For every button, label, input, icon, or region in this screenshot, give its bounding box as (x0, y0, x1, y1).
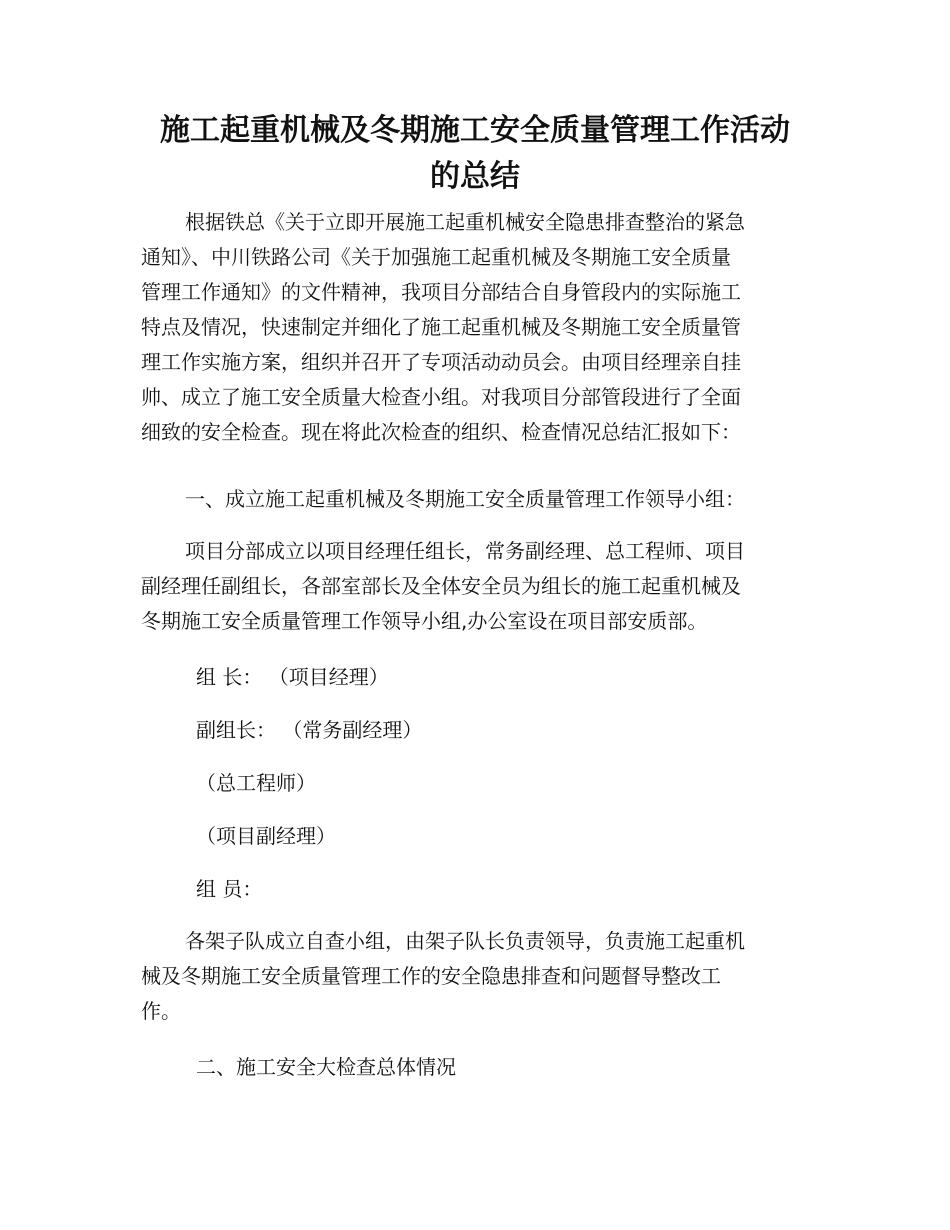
intro-line-3: 管理工作通知》的文件精神，我项目分部结合自身管段内的实际施工 (141, 280, 741, 304)
intro-line-2: 通知》、中川铁路公司《关于加强施工起重机械及冬期施工安全质量 (141, 245, 731, 269)
section-1-line-3: 冬期施工安全质量管理工作领导小组,办公室设在项目部安质部。 (141, 609, 708, 633)
teams-paragraph (141, 924, 806, 1029)
intro-line-4: 特点及情况，快速制定并细化了施工起重机械及冬期施工安全质量管 (141, 315, 741, 339)
document-title (120, 108, 830, 200)
teams-line-2: 械及冬期施工安全质量管理工作的安全隐患排查和问题督导整改工 (141, 964, 721, 988)
deputy-line-2: （总工程师） (196, 771, 316, 795)
intro-line-7: 细致的安全检查。现在将此次检查的组织、检查情况总结汇报如下： (141, 420, 741, 444)
leader-line: 组 长： （项目经理） (196, 665, 389, 689)
intro-line-6: 帅、成立了施工安全质量大检查小组。对我项目分部管段进行了全面 (141, 385, 741, 409)
teams-line-3: 作。 (141, 999, 181, 1023)
title-line-1: 施工起重机械及冬期施工安全质量管理工作活动 (160, 113, 790, 148)
deputy-line: 副组长： （常务副经理） (196, 718, 423, 742)
deputy-line-3: （项目副经理） (196, 824, 336, 848)
intro-line-1: 根据铁总《关于立即开展施工起重机械安全隐患排查整治的紧急 (185, 210, 745, 234)
intro-paragraph (141, 205, 806, 450)
section-1-heading: 一、成立施工起重机械及冬期施工安全质量管理工作领导小组： (185, 487, 745, 511)
section-1-line-1: 项目分部成立以项目经理任组长，常务副经理、总工程师、项目 (185, 539, 745, 563)
members-line: 组 员： (196, 877, 263, 901)
title-line-2: 的总结 (430, 159, 520, 194)
intro-line-5: 理工作实施方案，组织并召开了专项活动动员会。由项目经理亲自挂 (141, 350, 741, 374)
section-1-line-2: 副经理任副组长，各部室部长及全体安全员为组长的施工起重机械及 (141, 574, 741, 598)
section-2-heading: 二、施工安全大检查总体情况 (196, 1055, 456, 1079)
section-1-paragraph (141, 534, 806, 639)
teams-line-1: 各架子队成立自查小组，由架子队长负责领导，负责施工起重机 (185, 929, 745, 953)
